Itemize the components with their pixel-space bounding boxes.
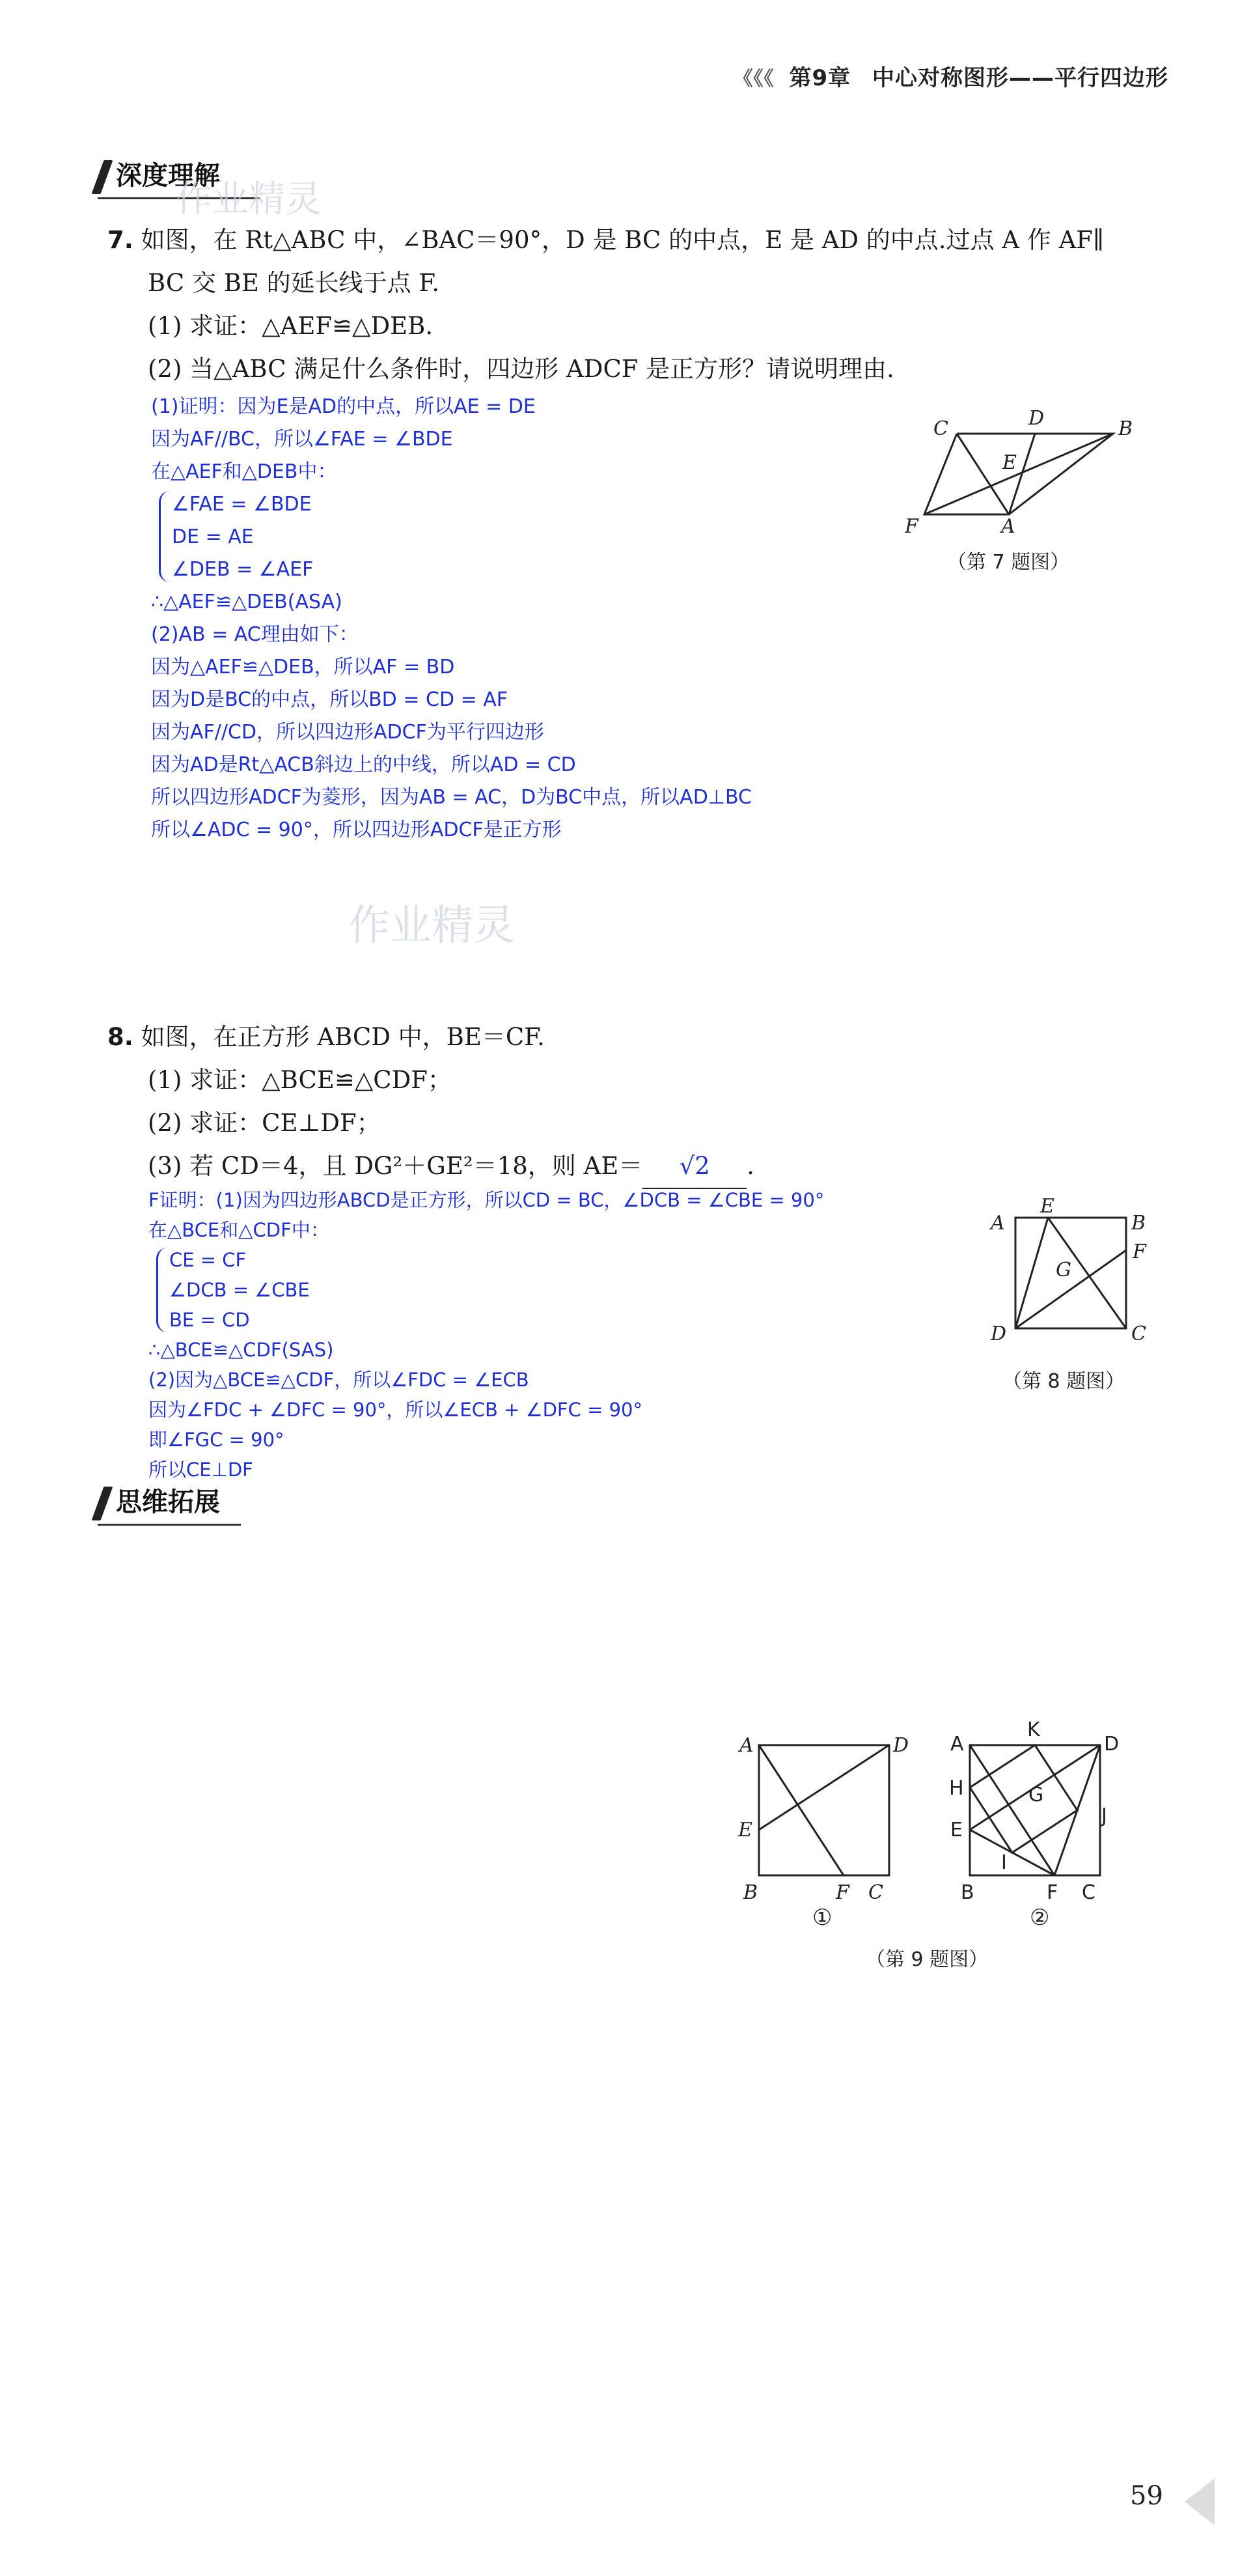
point-label: B: [1118, 417, 1133, 440]
answer-line: ∠DCB = ∠CBE: [169, 1279, 310, 1301]
answer-line: BE = CD: [169, 1309, 250, 1331]
brace: [159, 491, 170, 582]
question-number: 8.: [107, 1023, 133, 1051]
question-part: (3) 若 CD＝4，且 DG²＋GE²＝18，则 AE＝: [148, 1152, 643, 1180]
answer-7: [151, 391, 752, 847]
answer-line: 在△AEF和△DEB中：: [151, 460, 337, 483]
chapter-number: 第9章: [789, 65, 851, 91]
answer-line: ∴△BCE≌△CDF(SAS): [148, 1339, 334, 1361]
point-label: H: [949, 1777, 964, 1800]
answer-line: 因为∠FDC + ∠DFC = 90°，所以∠ECB + ∠DFC = 90°: [148, 1399, 642, 1421]
point-label: F: [1047, 1881, 1058, 1904]
point-label: A: [739, 1734, 754, 1757]
answer-line: ∴△AEF≌△DEB(ASA): [151, 591, 342, 613]
point-label: C: [1082, 1881, 1095, 1904]
point-label: I: [1001, 1851, 1007, 1874]
point-label: F: [905, 515, 918, 538]
question-8: 8. 如图，在正方形 ABCD 中，BE＝CF. (1) 求证：△BCE≌△CDF； (2) 求证：CE⊥DF； (3) 若 CD＝4，且 DG²＋GE²＝18，则 AE＝ √2 .: [107, 1016, 1162, 1189]
point-label: B: [1131, 1212, 1146, 1235]
chapter-title: 中心对称图形——平行四边形: [872, 65, 1168, 91]
answer-line: 即∠FGC = 90°: [148, 1429, 284, 1451]
figure-caption: （第 9 题图）: [866, 1948, 989, 1971]
answer-line: 因为AD是Rt△ACB斜边上的中线，所以AD = CD: [151, 753, 576, 776]
answer-line: DE = AE: [172, 525, 254, 548]
point-label: C: [1131, 1323, 1146, 1345]
pen-icon: [92, 1487, 113, 1520]
point-label: B: [961, 1881, 974, 1904]
question-text: 如图，在正方形 ABCD 中，BE＝CF.: [141, 1023, 545, 1051]
point-label: E: [1040, 1198, 1054, 1218]
answer-line: 所以∠ADC = 90°，所以四边形ADCF是正方形: [151, 819, 562, 841]
point-label: C: [868, 1881, 883, 1904]
answer-line: 所以四边形ADCF为菱形，因为AB = AC，D为BC中点，所以AD⊥BC: [151, 786, 752, 809]
point-label: E: [1002, 451, 1017, 474]
brace: [156, 1248, 167, 1332]
answer-line: 因为△AEF≌△DEB，所以AF = BD: [151, 656, 455, 679]
point-label: D: [893, 1734, 909, 1757]
pen-icon: [92, 160, 113, 194]
answer-line: 所以CE⊥DF: [148, 1459, 253, 1481]
point-label: J: [1101, 1804, 1107, 1827]
point-label: D: [1104, 1733, 1120, 1756]
answer-line: 因为AF//BC，所以∠FAE = ∠BDE: [151, 428, 453, 451]
answer-line: 因为D是BC的中点，所以BD = CD = AF: [151, 688, 508, 711]
chevron-icon: 《《《: [733, 68, 775, 91]
answer-line: ∠DEB = ∠AEF: [172, 558, 314, 581]
point-label: F: [836, 1881, 849, 1904]
page-number: 59: [1130, 2481, 1163, 2511]
point-label: A: [950, 1733, 964, 1756]
page-header: [734, 60, 1168, 92]
question-text: 如图，在 Rt△ABC 中，∠BAC＝90°，D 是 BC 的中点，E 是 AD 的中点.过点 A 作 AF∥: [141, 226, 1105, 254]
answer-line: CE = CF: [169, 1249, 247, 1271]
answer-blank: √2: [642, 1145, 747, 1189]
answer-line: (2)AB = AC理由如下：: [151, 623, 359, 646]
point-label: D: [1028, 407, 1045, 430]
point-label: B: [743, 1881, 758, 1904]
point-label: C: [933, 417, 948, 440]
question-part: (1) 求证：△AEF≌△DEB.: [148, 312, 434, 340]
point-label: G: [1028, 1784, 1044, 1806]
point-label: G: [1056, 1259, 1071, 1281]
watermark: 作业精灵: [348, 902, 515, 950]
question-part: (2) 当△ABC 满足什么条件时，四边形 ADCF 是正方形？请说明理由.: [148, 355, 894, 383]
section-title-deep-understanding: 深度理解: [98, 155, 220, 194]
point-label: A: [1001, 515, 1015, 538]
figure-mark: ②: [1030, 1905, 1050, 1931]
section-title-thinking-extension: 思维拓展: [98, 1481, 220, 1520]
figure-8: [983, 1198, 1152, 1354]
figure-7: [905, 404, 1152, 553]
point-label: D: [991, 1323, 1007, 1345]
point-label: A: [991, 1212, 1005, 1235]
answer-line: (2)因为△BCE≌△CDF，所以∠FDC = ∠ECB: [148, 1369, 529, 1391]
question-part: (1) 求证：△BCE≌△CDF；: [148, 1066, 452, 1094]
answer-line: 在△BCE和△CDF中：: [148, 1219, 329, 1241]
question-part: (2) 求证：CE⊥DF；: [148, 1109, 381, 1137]
answer-8: [148, 1185, 824, 1485]
point-label: K: [1027, 1718, 1040, 1741]
figure-caption: （第 7 题图）: [947, 551, 1070, 574]
question-number: 7.: [107, 226, 133, 254]
point-label: E: [738, 1819, 752, 1841]
point-label: F: [1133, 1240, 1146, 1263]
point-label: E: [950, 1819, 963, 1841]
question-7: [107, 219, 1162, 391]
figure-9-2: [937, 1713, 1152, 1934]
answer-line: ∠FAE = ∠BDE: [172, 493, 312, 516]
answer-line: (1)证明：因为E是AD的中点，所以AE = DE: [151, 395, 536, 418]
figure-caption: （第 8 题图）: [1002, 1370, 1125, 1393]
answer-line: 因为AF//CD，所以四边形ADCF为平行四边形: [151, 721, 544, 744]
question-text: BC 交 BE 的延长线于点 F.: [148, 269, 440, 297]
answer-line: F证明：(1)因为四边形ABCD是正方形，所以CD = BC，∠DCB = ∠CBE = 90°: [148, 1189, 825, 1211]
figure-mark: ①: [812, 1905, 833, 1931]
watermark: 作业精灵: [176, 178, 322, 221]
page-corner-decoration: [1185, 2478, 1215, 2525]
figure-9-1: [729, 1726, 924, 1934]
